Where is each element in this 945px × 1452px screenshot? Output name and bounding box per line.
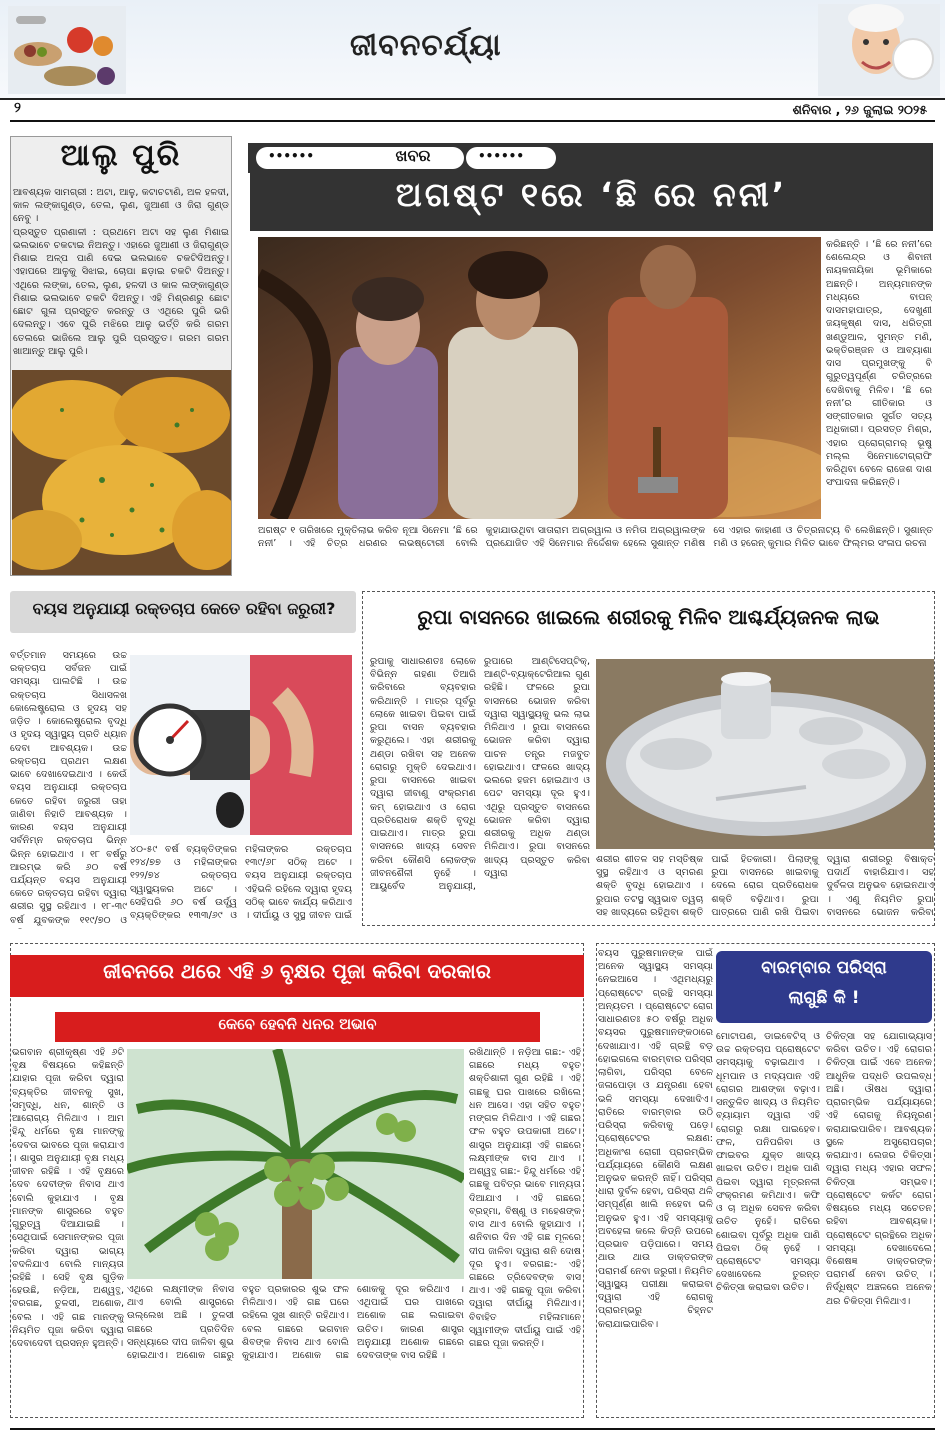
aloo-puri-method: ପ୍ରସ୍ତୁତ ପ୍ରଣାଳୀ : ପ୍ରଥମେ ଅଟା ସହ ଲୁଣ ମିଶାଇ ଭଲଭାବେ ଚକଟାଇ ନିଅନ୍ତୁ। ଏହାରେ ଜୁଆଣୀ ଓ ଜିରାଗୁଣ୍ଡ ମିଶାଇ ଅଳ୍ପ ପାଣି ଦେଇ ଭଲଭାବେ ଚକଟିଦିଅନ୍ତୁ। ଏହାପରେ ଆଳୁକୁ ସିଝାଇ, ଚୋପା ଛଡ଼ାଇ ଚକଟି ଦିଅନ୍ତୁ। ଏଥିରେ ଲଙ୍କା, ତେଲ, ଲୁଣ, ହଳଦୀ ଓ କାଳ ଲଙ୍କାଗୁଣ୍ଡ ମିଶାଇ ଭଲଭାବେ ଚକଟି ଦିଅନ୍ତୁ। ଏହି ମିଶ୍ରଣରୁ ଛୋଟ ଛୋଟ ଗୁଳା ପ୍ରସ୍ତୁତ କରନ୍ତୁ ଓ ଏଥିରେ ପୁରି ଭରି ଦେଲନ୍ତୁ। ଏବେ ପୁରି ମଝିରେ ଆଳୁ ଭର୍ତ୍ତି କରି ଗରମ ତେଲରେ ଭାଜିଲେ ଆଲୁ ପୁରି ପ୍ରସ୍ତୁତ। ଗରମ ଗରମ ଖାଆନ୍ତୁ ଆଲୁ ପୁରି।	[13, 226, 229, 357]
bp-right-text: ୪୦-୫୯ ବର୍ଷ ବ୍ୟକ୍ତିଙ୍କର ୧୨୪/୭୭ ଓ ମହିଳାଙ୍କର ୧୨୨/୭୪ ରକ୍ତଚାପ ସ୍ୱାସ୍ଥ୍ୟକର ଅଟେ । ସେହିପରି ୬୦ ବର୍ଷ ଉର୍ଦ୍ଧ୍ୱ ବ୍ୟକ୍ତିଙ୍କର ୧୩୩/୬୯ ଓ ମହିଳାଙ୍କର ରକ୍ତଚାପ ୧୩୯/୬୮ ସଠିକ୍ ଅଟେ । ବୟସ ଅନୁଯାୟୀ ରକ୍ତଚାପ ଏହିଭଳି ରହିଲେ ଦ୍ୱାରା ହୃଦୟ ସଠିକ୍ ଭାବେ କାର୍ଯ୍ୟ କରିଥାଏ । ଦୀର୍ଘାୟୁ ଓ ସୁସ୍ଥ ଜୀବନ ପାଇଁ	[130, 844, 352, 922]
movie-side-text: କରିଛନ୍ତି । ‘ଛି ରେ ନନୀ’ରେ ଶେଲେନ୍ଦ୍ର ଓ ଶିବାନୀ ନାୟକନାୟିକା ଭୂମିକାରେ ଅଛନ୍ତି। ଅନ୍ୟମାନଙ୍କ ମଧ୍ୟରେ ବାପନ୍ ଦାସମହାପାତ୍ର, ଦେଖୁଣୀ ଜୟକୃଷ୍ଣ ଦାସ, ଧରିତ୍ରୀ ଖଣ୍ଡୁଆଳ, ସୁମନ୍ତ ମଣି, ଭକ୍ତିରଞ୍ଜନ ଓ ଆବ୍ୟାଶା ଦାସ ପ୍ରମୁଖଙ୍କୁ ବି ଗୁରୁତ୍ୱପୂର୍ଣ୍ଣ ଚରିତ୍ରରେ ଦେଖିବାକୁ ମିଳିବ। ‘ଛି ରେ ନନୀ’ର ଗୀତିକାର ଓ ସଙ୍ଗୀତକାର ସୁର୍ଗତ ସତ୍ୟ ଅଧିକାରୀ। ପ୍ରସତ୍ତ ମିଶ୍ର, ଏହାର ପ୍ରୋଗ୍ରାମର୍ ଭୂଷୁ ମଲ୍ଲ ସିନେମାଟୋଗ୍ରାଫି କରିଥିବା ବେଳେ ରାଜେଶ ଦାଶ ସଂପାଦନା କରିଛନ୍ତି।	[826, 239, 932, 489]
silver-utensils-photo	[596, 659, 934, 849]
blood-pressure-photo	[130, 655, 352, 835]
masthead-title: ଜୀବନଚର୍ଯ୍ୟା	[350, 28, 502, 63]
prostate-headline-line2: ଲାଗୁଛି କି !	[788, 988, 860, 1008]
khabar-label: ଖବର	[395, 146, 431, 165]
woman-skincare-photo-icon	[818, 4, 940, 96]
silver-bottom-text: ଶରୀର ଶୀତଳ ସହ ମସ୍ତିଷ୍କ ସୁସ୍ଥ ରହିଥାଏ ଓ ସ୍ମରଣ ଶକ୍ତି ବୃଦ୍ଧି ହୋଇଥାଏ । ରୁପାର ତଟସ୍ଥ ସ୍ୱଭାବ ତ୍ୱଚା ସହ ଖାଦ୍ୟରେ ରହିଥିବା ଶକ୍ତି ପାଇଁ ହିତକାରୀ। ପିଲାଙ୍କୁ ରୁପା ବାସନରେ ଖାଇବାକୁ ଦେଲେ ରୋଗ ପ୍ରତିରୋଧକ ଶକ୍ତି ବଢ଼ିଥାଏ। ରୁପା ପାତ୍ରରେ ପାଣି ରଖି ପିଇବା ଦ୍ୱାରା ଶରୀରରୁ ବିଷାକ୍ତ ପଦାର୍ଥ ବାହାରିଯାଏ। ସହ ଦୁର୍ବଳତା ଅନୁଭବ ହୋଇନଥାଏ । ଏଣୁ ନିୟମିତ ରୁପା ବାସନରେ ଭୋଜନ କରିବା	[596, 854, 934, 918]
food-illustration-icon	[8, 6, 126, 94]
silver-left-text: ରୁପାକୁ ସାଧାରଣତଃ ଲୋକେ ବିଭିନ୍ନ ଗହଣା ତିଆରି କରିବାରେ ବ୍ୟବହାର କରିଥାନ୍ତି । ମାତ୍ର ପୂର୍ବରୁ ଲୋକେ ଖାଇବା ପିଇବା ପାଇଁ ରୁପା ବାସନ ବ୍ୟବହାର କରୁଥିଲେ। ଏହା ଶରୀରକୁ ଥଣ୍ଡା ରଖିବା ସହ ଅନେକ ରୋଗରୁ ମୁକ୍ତି ଦେଇଥାଏ। ରୁପା ବାସନରେ ଖାଇବା ଦ୍ୱାରା ଜୀବାଣୁ ସଂକ୍ରମଣ କମ୍ ହୋଇଥାଏ ଓ ରୋଗ ପ୍ରତିରୋଧକ ଶକ୍ତି ବୃଦ୍ଧି ପାଇଥାଏ। ମାତ୍ର ରୁପା ବାସନରେ ଖାଦ୍ୟ ସେବନ କରିବା କୌଣସି ଲୋକଙ୍କ ଜୀବନଶୈଳୀ ନୁହେଁ । ଆୟୁର୍ବେଦ ଅନୁଯାୟୀ, ରୁପାରେ ଆଣ୍ଟିସେପ୍ଟିକ୍, ଆଣ୍ଟି-ବ୍ୟାକ୍ଟେରିଆଲ ଗୁଣ ରହିଛି। ଫଳରେ ରୁପା ବାସନରେ ଭୋଜନ କରିବା ଦ୍ୱାରା ସ୍ୱାସ୍ଥ୍ୟକୁ ଭଲ ଲାଭ ମିଳିଥାଏ । ରୁପା ବାସନରେ ଭୋଜନ କରିବା ଦ୍ୱାରା ପାଚନ ତନ୍ତ୍ର ମଜବୁତ ହୋଇଥାଏ। ଫଳରେ ଖାଦ୍ୟ ଭଲରେ ହଜମ ହୋଇଥାଏ ଓ ପେଟ ସମସ୍ୟା ଦୂର ହୁଏ। ଏଥିରୁ ପ୍ରସ୍ତୁତ ବାସନରେ ଭୋଜନ କରିବା ଦ୍ୱାରା ଶରୀରକୁ ଅଧିକ ଥଣ୍ଡା ମିଳିଥାଏ। ରୁପା ବାସନରେ ଖାଦ୍ୟ ପ୍ରସ୍ତୁତ କରିବା ଦ୍ୱାରା	[370, 656, 590, 892]
aloo-puri-text	[13, 186, 229, 366]
tree-left-text: ଭଗବାନ ଶ୍ରୀକୃଷ୍ଣ ଏହି ୬ଟି ବୃକ୍ଷ ବିଷୟରେ କହିଛନ୍ତି ଯାହାର ପୂଜା କରିବା ଦ୍ୱାରା ବ୍ୟକ୍ତିର ଜୀବନକୁ ସୁଖ, ସମୃଦ୍ଧି, ଧନ, ଶାନ୍ତି ଓ ଆରୋଗ୍ୟ ମିଳିଥାଏ । ଆମ ହିନ୍ଦୁ ଧର୍ମରେ ବୃକ୍ଷ ମାନଙ୍କୁ ଦେବତା ଭାବରେ ପୂଜା କରାଯାଏ । ଶାସ୍ତ୍ର ଅନୁଯାୟୀ ବୃକ୍ଷ ମଧ୍ୟ ଜୀବନ ରହିଛି । ଏହି ବୃକ୍ଷରେ ଦେବ ଦେବୀଙ୍କ ନିବାସ ଥାଏ ବୋଲି କୁହାଯାଏ । ବୃକ୍ଷ ମାନଙ୍କ ଶାସ୍ତ୍ରରେ ବହୁତ ଗୁରୁତ୍ୱ ଦିଆଯାଇଛି । ସେଥିପାଇଁ ସେମାନଙ୍କର ପୂଜା କରିବା ଦ୍ୱାରା ଭାଗ୍ୟ ବଦଳିଯାଏ ବୋଲି ମାନ୍ୟତା ରହିଛି । ସେହି ବୃକ୍ଷ ଗୁଡ଼ିକ ହେଉଛି, ନଡ଼ିଆ, ଅଶ୍ୱତ୍ଥ, ବରଗଛ, ତୁଳସୀ, ଅଶୋକ, ବେଲ । ଏହି ଗଛ ମାନଙ୍କୁ ନିୟମିତ ପୂଜା କରିବା ଦ୍ୱାରା ଦେବାଦେବୀ ପ୍ରସନ୍ନ ହୁଅନ୍ତି।	[12, 1047, 124, 1350]
bottom-divider	[10, 1428, 935, 1430]
tree-right-text: ରଖିଥାନ୍ତି । ନଡ଼ିଆ ଗଛ:- ଏହି ଗଛରେ ମଧ୍ୟ ବହୁତ ଶକ୍ତିଶାଳୀ ଗୁଣ ରହିଛି । ଏହି ଗଛକୁ ଘର ପାଖରେ ରଖିଲେ ଧନ ଆସେ। ଏହା ସହିତ ବହୁତ ମଙ୍ଗଳ ମିଳିଥାଏ । ଏହି ଗଛର ଫଳ ବହୁତ ଉପକାରୀ ଅଟେ। ଶାସ୍ତ୍ର ଅନୁଯାୟୀ ଏହି ଗଛରେ ଲକ୍ଷ୍ମୀଙ୍କ ବାସ ଥାଏ । ଅଶ୍ୱତ୍ଥ ଗଛ:- ହିନ୍ଦୁ ଧର୍ମରେ ଏହି ଗଛକୁ ପବିତ୍ର ଭାବେ ମାନ୍ୟତା ଦିଆଯାଏ । ଏହି ଗଛରେ ବ୍ରହ୍ମା, ବିଷ୍ଣୁ ଓ ମହେଶଙ୍କ ବାସ ଥାଏ ବୋଲି କୁହାଯାଏ । ଶନିବାର ଦିନ ଏହି ଗଛ ମୂଳରେ ଦୀପ ଜାଳିବା ଦ୍ୱାରା ଶନି ଦୋଷ ଦୂର ହୁଏ। ବରଗଛ:- ଏହି ଗଛରେ ତ୍ରିଦେବଙ୍କ ବାସ ଥାଏ। ଏହି ଗଛକୁ ପୂଜା କରିବା ଦ୍ୱାରା ଦୀର୍ଘାୟୁ ମିଳିଥାଏ। ବିବାହିତ ମହିଳାମାନେ ସ୍ୱାମୀଙ୍କ ଦୀର୍ଘାୟୁ ପାଇଁ ଏହି ଗଛର ପୂଜା କରନ୍ତି।	[469, 1047, 581, 1350]
tree-headline: ଜୀବନରେ ଥରେ ଏହି ୬ ବୃକ୍ଷର ପୂଜା କରିବା ଦରକାର	[103, 959, 491, 983]
khabar-banner	[248, 143, 933, 173]
coconut-tree-photo	[127, 1049, 464, 1279]
bp-headline: ବୟସ ଅନୁଯାୟୀ ରକ୍ତଚାପ କେତେ ରହିବା ଜରୁରୀ?	[32, 599, 336, 618]
khabar-headline: ଅଗଷ୍ଟ ୧ରେ ‘ଛି ରେ ନନୀ’	[395, 175, 788, 214]
prostate-right-text: ଚିକିତ୍ସା ସହ ଯୋଗାଭ୍ୟାସ କରିବା ଉଚିତ। ଏହି ରୋଗର ଚିକିତ୍ସା ପାଇଁ ଏବେ ଅନେକ ଆଧୁନିକ ପଦ୍ଧତି ଉପଲବ୍ଧ ଅଛି। ଔଷଧ ଦ୍ୱାରା ପ୍ରାରମ୍ଭିକ ପର୍ଯ୍ୟାୟରେ ଏହି ରୋଗକୁ ନିୟନ୍ତ୍ରଣ କରାଯାଇପାରିବ। ଆବଶ୍ୟକ ସ୍ଥଳେ ଅସ୍ତ୍ରୋପଚାର କରାଯାଏ। ଲେଜର ଚିକିତ୍ସା ଦ୍ୱାରା ମଧ୍ୟ ଏହାର ସଫଳ ଚିକିତ୍ସା ସମ୍ଭବ। ପ୍ରୋଷ୍ଟେଟ କର୍କଟ ରୋଗ ବିଷୟରେ ମଧ୍ୟ ସଚେତନ ରହିବା ଆବଶ୍ୟକ। ପ୍ରୋଷ୍ଟେଟ ଗ୍ରନ୍ଥିରେ ଅଧିକ ସମସ୍ୟା ଦେଖାଦେଲେ ବିଶେଷଜ୍ଞ ଡାକ୍ତରଙ୍କ ପରାମର୍ଶ ନେବା ଉଚିତ୍ । ନିର୍ଦ୍ଧିଷ୍ଟ ଅଞ୍ଚଳରେ ଅନେକ ଥର ଚିକିତ୍ସା ମିଳିଥାଏ।	[826, 1031, 932, 1307]
tree-middle-text: ଏଥିରେ ଲକ୍ଷ୍ମୀଙ୍କ ନିବାସ ଥାଏ ବୋଲି ଶାସ୍ତ୍ରରେ ଉଲ୍ଲେଖ ଅଛି । ତୁଳସୀ ଗଛରେ ପ୍ରତିଦିନ ସନ୍ଧ୍ୟାରେ ଦୀପ ଜାଳିବା ଶୁଭ ହୋଇଥାଏ। ଅଶୋକ ଗଛରୁ ବହୁତ ପ୍ରକାରର ଶୁଭ ଫଳ ମିଳିଥାଏ। ଏହି ଗଛ ଘରେ ରହିଲେ ସୁଖ ଶାନ୍ତି ରହିଥାଏ। ବେଲ ଗଛରେ ଭଗବାନ ଶିବଙ୍କ ନିବାସ ଥାଏ ବୋଲି କୁହାଯାଏ। ଅଶୋକ ଗଛ ଶୋକକୁ ଦୂର କରିଥାଏ । ଏଥିପାଇଁ ଘର ପାଖରେ ଅଶୋକ ଗଛ ଲଗାଇବା ଉଚିତ। କାରଣ ଶାସ୍ତ୍ର ଅନୁଯାୟୀ ଅଶୋକ ଗଛରେ ଦେବତାଙ୍କ ବାସ ରହିଛି ।	[127, 1284, 464, 1362]
silver-headline: ରୁପା ବାସନରେ ଖାଇଲେ ଶରୀରକୁ ମିଳିବ ଆଶ୍ଚର୍ଯ୍ୟଜନକ ଲାଭ	[417, 605, 880, 629]
issue-date: ଶନିବାର , ୨୬ ଜୁଲାଇ ୨୦୨୫	[792, 102, 927, 117]
khabar-dots-left: ••••••	[268, 149, 315, 163]
aloo-puri-ingredients: ଆବଶ୍ୟକ ସାମଗ୍ରୀ : ଅଟା, ଆଳୁ, କଟାଚଟାଣି, ଅଳ ହଳଦୀ, କାଳ ଲଙ୍କାଗୁଣ୍ଡ, ତେଲ, ଲୁଣ, ଜୁଆଣୀ ଓ ଜିରା ଗୁଣ୍ଡ ନେବୁ ।	[13, 187, 229, 225]
aloo-puri-photo	[12, 370, 231, 575]
tree-subheadline: କେବେ ହେବନି ଧନର ଅଭାବ	[218, 1015, 377, 1033]
page-number: ୨	[14, 100, 21, 116]
khabar-dots-right: ••••••	[478, 149, 525, 163]
movie-bottom-text: ଅଗଷ୍ଟ ୧ ତାରିଖରେ ମୁକ୍ତିଲାଭ କରିବ ନୂଆ ସିନେମା ‘ଛି ରେ ନନୀ’ । ଏହି ଚିତ୍ର ଧରଣର ଲଭଷ୍ଟୋରୀ ବୋଲି କୁହାଯାଉଥିବା ସାତାରାମ ଅଗ୍ରୱାଲ ଓ ନମିତା ଅଗ୍ରୱାଲଙ୍କ ପ୍ରଯୋଜିତ ଏହି ସିନେମାର ନିର୍ଦ୍ଦେଶକ ହେଲେ ସୁଶାନ୍ତ ମଣିଷ ସେ ଏହାର କାହାଣୀ ଓ ଚିତ୍ରନାଟ୍ୟ ବି ଲେଖିଛନ୍ତି। ସୁଶାନ୍ତ ମଣି ଓ ହରେନ୍ କୁମାର ମିଳିତ ଭାବେ ଫିଲ୍ମର ସଂଳାପ ରଚନା	[258, 525, 933, 550]
prostate-middle-text: ମୋଟାପଣ, ଡାଇବେଟିସ୍ ଓ ଉଚ୍ଚ ରକ୍ତଚାପ ପ୍ରୋଷ୍ଟେଟ ସମସ୍ୟାକୁ ବଢ଼ାଇଥାଏ । ଧୂମପାନ ଓ ମଦ୍ୟପାନ ଏହି ରୋଗର ଆଶଙ୍କା ବଢ଼ାଏ। ସନ୍ତୁଳିତ ଖାଦ୍ୟ ଓ ନିୟମିତ ବ୍ୟାୟାମ ଦ୍ୱାରା ଏହି ରୋଗରୁ ରକ୍ଷା ପାଇହେବ। ଫଳ, ପନିପରିବା ଓ ଫାଇବର ଯୁକ୍ତ ଖାଦ୍ୟ ଖାଇବା ଉଚିତ। ଅଧିକ ପାଣି ପିଇବା ଦ୍ୱାରା ମୂତ୍ରନଳୀ ସଂକ୍ରମଣ କମିଥାଏ। କଫି ଓ ଚା ଅଧିକ ସେବନ କରିବା ଉଚିତ ନୁହେଁ। ରାତିରେ ଶୋଇବା ପୂର୍ବରୁ ଅଧିକ ପାଣି ପିଇବା ଠିକ୍ ନୁହେଁ । ପ୍ରୋଷ୍ଟେଟ ସମସ୍ୟା ଦେଖାଦେଲେ ତୁରନ୍ତ ଚିକିତ୍ସା କରାଇବା ଉଚିତ।	[716, 1031, 820, 1294]
movie-still-photo	[258, 237, 821, 519]
prostate-headline-line1: ବାରମ୍ବାର ପରିସ୍ରା	[761, 958, 887, 978]
prostate-left-text: ବୟସ ପୁରୁଷମାନଙ୍କ ପାଇଁ ଅନେକ ସ୍ୱାସ୍ଥ୍ୟ ସମସ୍ୟା ନେଇଆସେ । ଏଥିମଧ୍ୟରୁ ପ୍ରୋଷ୍ଟେଟ ଗ୍ରନ୍ଥି ସମସ୍ୟା ଅନ୍ୟତମ । ପ୍ରୋଷ୍ଟେଟ ରୋଗ ସାଧାରଣତଃ ୫୦ ବର୍ଷରୁ ଅଧିକ ବୟସର ପୁରୁଷମାନଙ୍କଠାରେ ଦେଖାଯାଏ। ଏହି ଗ୍ରନ୍ଥି ବଡ଼ ହୋଇଗଲେ ବାରମ୍ବାର ପରିସ୍ରା ଲାଗିବା, ପରିସ୍ରା ବେଳେ ଜଳାପୋଡ଼ା ଓ ଯନ୍ତ୍ରଣା ହେବା ଭଳି ସମସ୍ୟା ଦେଖାଦିଏ। ରାତିରେ ବାରମ୍ବାର ଉଠି ପରିସ୍ରା କରିବାକୁ ପଡ଼େ। ପ୍ରୋଷ୍ଟେଟର ଲକ୍ଷଣ: ଅଧିକାଂଶ ରୋଗୀ ପ୍ରାରମ୍ଭିକ ପର୍ଯ୍ୟାୟରେ କୌଣସି ଲକ୍ଷଣ ଅନୁଭବ କରନ୍ତି ନାହିଁ। ପରିସ୍ରା ଧାରା ଦୁର୍ବଳ ହେବା, ପରିସ୍ରା ଥଳି ସମ୍ପୂର୍ଣ୍ଣ ଖାଲି ନହେବା ଭଳି ଅନୁଭବ ହୁଏ। ଏହି ସମସ୍ୟାକୁ ଅବହେଳା କଲେ କିଡ୍ନି ଉପରେ ପ୍ରଭାବ ପଡ଼ିପାରେ। ସମୟ ଥାଉ ଥାଉ ଡାକ୍ତରଙ୍କ ପରାମର୍ଶ ନେବା ଜରୁରୀ। ନିୟମିତ ସ୍ୱାସ୍ଥ୍ୟ ପରୀକ୍ଷା କରାଇବା ଦ୍ୱାରା ଏହି ରୋଗକୁ ପ୍ରାରମ୍ଭରୁ ଚିହ୍ନଟ କରାଯାଇପାରିବ।	[598, 948, 713, 1330]
bp-left-text: ବର୍ତ୍ତମାନ ସମୟରେ ଉଚ୍ଚ ରକ୍ତଚାପ ସର୍ବଜନ ପାଇଁ ସମସ୍ୟା ପାଲଟିଛି । ଉଚ୍ଚ ରକ୍ତଚାପ ସିଧାସଳଖ କୋଲେଷ୍ଟ୍ରୋଲ ଓ ହୃଦୟ ସହ ଜଡ଼ିତ । କୋଲେଷ୍ଟ୍ରୋଲ ବୃଦ୍ଧି ଓ ହୃଦୟ ସ୍ୱାସ୍ଥ୍ୟ ପ୍ରତି ଧ୍ୟାନ ଦେବା ଆବଶ୍ୟକ। ଉଚ୍ଚ ରକ୍ତଚାପ ପ୍ରଥମ ଲକ୍ଷଣ ଭାବେ ଦେଖାଦେଇଥାଏ । କେଉଁ ବୟସ ଅନୁଯାୟୀ ରକ୍ତଚାପ କେତେ ରହିବା ଜରୁରୀ ତାହା ଜାଣିବା ନିହାତି ଆବଶ୍ୟକ । କାରଣ ବୟସ ଅନୁଯାୟୀ ସର୍ବନିମ୍ନ ରକ୍ତଚାପ ଭିନ୍ନ ଭିନ୍ନ ହୋଇଥାଏ । ୧୮ ବର୍ଷରୁ ଆରମ୍ଭ କରି ୬୦ ବର୍ଷ ପର୍ଯ୍ୟନ୍ତ ବୟସ ଅନୁଯାୟୀ କେତେ ରକ୍ତଚାପ ରହିବା ଦ୍ୱାରା ଶରୀର ସୁସ୍ଥ ରହିଥାଏ । ୧୮-୩୯ ବର୍ଷ ଯୁବକଙ୍କ ୧୧୯/୭୦ ଓ	[10, 650, 127, 926]
aloo-puri-title: ଆଲୁ ପୁରି	[60, 138, 182, 173]
top-divider	[10, 120, 935, 122]
